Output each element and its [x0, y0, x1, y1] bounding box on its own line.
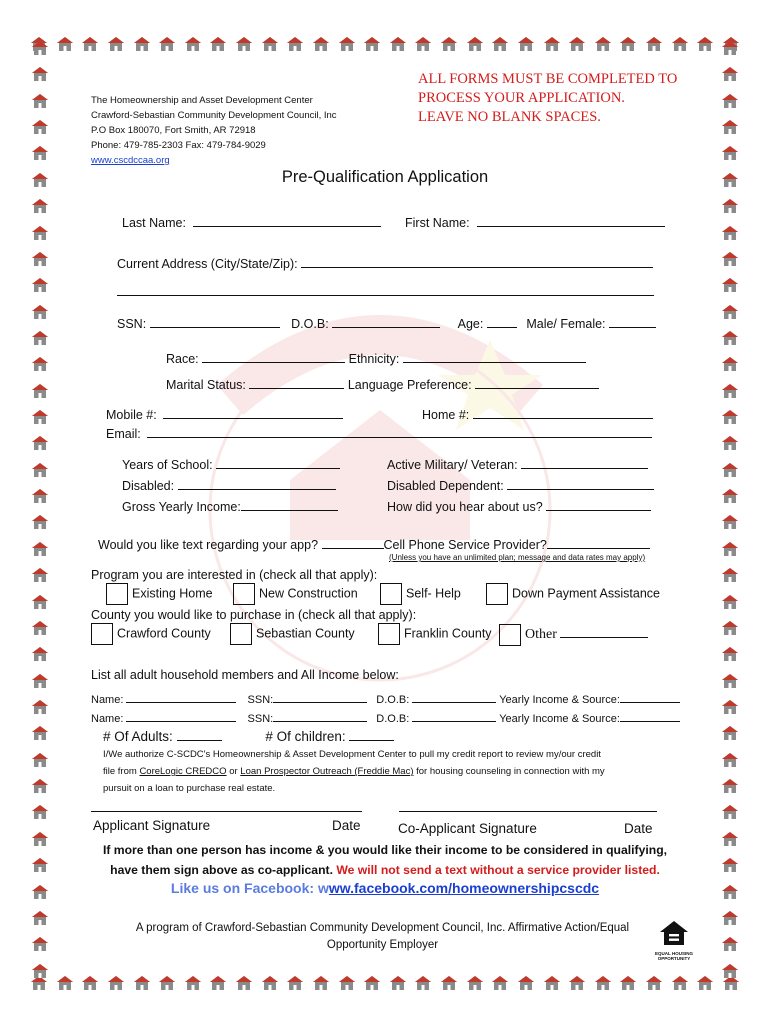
- house-border-icon: [721, 198, 739, 219]
- member2-income-label: Yearly Income & Source:: [499, 713, 620, 725]
- address-field-line-2[interactable]: [117, 281, 654, 296]
- org-info: [91, 93, 337, 168]
- co-applicant-note: have them sign above as co-applicant.: [110, 863, 333, 877]
- disabled-field[interactable]: [178, 475, 336, 490]
- house-border-icon: [81, 36, 99, 57]
- facebook-prefix: Like us on Facebook: w: [170, 880, 329, 896]
- house-border-icon: [440, 975, 458, 996]
- email-label: Email:: [106, 427, 141, 441]
- age-label: Age:: [457, 317, 484, 331]
- program-option-new: [233, 583, 358, 605]
- house-border-icon: [414, 36, 432, 57]
- house-border-icon: [31, 383, 49, 404]
- house-border-icon: [645, 975, 663, 996]
- house-border-icon: [31, 277, 49, 298]
- top-border: [30, 36, 740, 56]
- house-border-icon: [286, 975, 304, 996]
- sebastian-checkbox[interactable]: [230, 623, 252, 645]
- house-border-icon: [31, 304, 49, 325]
- county-option-other: [499, 623, 648, 646]
- house-border-icon: [31, 910, 49, 931]
- house-border-icon: [517, 36, 535, 57]
- footer-line-1: A program of Crawford-Sebastian Community Development Council, Inc. Affirmative Action/Equal: [135, 922, 630, 934]
- household-label-text: List all adult household members and All Income below:: [91, 668, 399, 682]
- house-border-icon: [721, 594, 739, 615]
- house-border-icon: [721, 910, 739, 931]
- other-checkbox[interactable]: [499, 624, 521, 646]
- house-border-icon: [31, 119, 49, 140]
- house-border-icon: [81, 975, 99, 996]
- ssn-row: [117, 313, 656, 331]
- house-border-icon: [389, 36, 407, 57]
- house-border-icon: [31, 93, 49, 114]
- house-border-icon: [31, 541, 49, 562]
- last-name-row: [122, 212, 381, 230]
- house-border-icon: [31, 567, 49, 588]
- marital-status-field[interactable]: [249, 374, 344, 389]
- left-extra-fields: [122, 454, 340, 517]
- notice-line-1: ALL FORMS MUST BE COMPLETED TO: [418, 71, 678, 87]
- house-border-icon: [261, 36, 279, 57]
- eho-line-1: EQUAL HOUSING: [655, 951, 693, 956]
- member1-ssn-field[interactable]: [273, 688, 367, 703]
- provider-warning: We will not send a text without a service provider listed.: [336, 863, 660, 877]
- house-border-icon: [517, 975, 535, 996]
- house-border-icon: [158, 975, 176, 996]
- house-border-icon: [491, 975, 509, 996]
- household-label: [91, 668, 399, 682]
- notice: [418, 70, 677, 127]
- house-border-icon: [363, 975, 381, 996]
- house-border-icon: [721, 330, 739, 351]
- house-border-icon: [31, 330, 49, 351]
- house-border-icon: [721, 462, 739, 483]
- org-phone: Phone: 479-785-2303 Fax: 479-784-9029: [91, 140, 266, 151]
- first-name-row: [405, 212, 665, 230]
- member1-dob-label: D.O.B:: [376, 694, 410, 706]
- house-border-icon: [235, 975, 253, 996]
- house-border-icon: [31, 66, 49, 87]
- house-border-icon: [721, 356, 739, 377]
- house-border-icon: [721, 383, 739, 404]
- applicant-date-label: Date: [332, 818, 361, 833]
- member2-ssn-label: SSN:: [247, 713, 274, 725]
- cell-provider-label: Cell Phone Service Provider?: [383, 538, 547, 552]
- member2-name-field[interactable]: [126, 707, 236, 722]
- house-border-icon: [31, 462, 49, 483]
- house-border-icon: [696, 36, 714, 57]
- house-border-icon: [645, 36, 663, 57]
- first-name-label: First Name:: [405, 216, 470, 230]
- eho-line-2: OPPORTUNITY: [657, 956, 691, 961]
- marital-row: [166, 374, 599, 392]
- first-name-field[interactable]: [477, 212, 665, 227]
- member1-name-field[interactable]: [126, 688, 236, 703]
- home-row: [422, 404, 653, 422]
- disabled-dependent-label: Disabled Dependent:: [387, 479, 504, 493]
- house-border-icon: [56, 36, 74, 57]
- new-construction-checkbox[interactable]: [233, 583, 255, 605]
- house-border-icon: [721, 66, 739, 87]
- household-row-1: [91, 688, 680, 706]
- house-border-icon: [31, 356, 49, 377]
- income-note-line-1: If more than one person has income & you would like their income to be considered in qualifying,: [102, 843, 668, 857]
- disabled-label: Disabled:: [122, 479, 175, 493]
- county-label: County you would like to purchase in (check all that apply):: [91, 608, 417, 622]
- house-border-icon: [31, 620, 49, 641]
- email-field[interactable]: [147, 423, 652, 438]
- franklin-checkbox[interactable]: [378, 623, 400, 645]
- house-border-icon: [286, 36, 304, 57]
- income-note: [0, 840, 770, 880]
- down-payment-label: Down Payment Assistance: [512, 586, 660, 601]
- member1-ssn-label: SSN:: [247, 694, 274, 706]
- house-border-icon: [721, 409, 739, 430]
- house-border-icon: [31, 409, 49, 430]
- gross-income-field[interactable]: [241, 496, 338, 511]
- house-border-icon: [491, 36, 509, 57]
- how-hear-label: How did you hear about us?: [387, 500, 543, 514]
- existing-home-label: Existing Home: [132, 586, 213, 601]
- military-label: Active Military/ Veteran:: [387, 458, 518, 472]
- years-school-field[interactable]: [216, 454, 340, 469]
- house-border-icon: [721, 699, 739, 720]
- counts-row: [103, 726, 394, 744]
- house-border-icon: [261, 975, 279, 996]
- house-border-icon: [721, 145, 739, 166]
- house-border-icon: [414, 975, 432, 996]
- member2-dob-field[interactable]: [412, 707, 496, 722]
- authorization-line-3: pursuit on a loan to purchase real estate.: [103, 783, 276, 794]
- house-border-icon: [594, 36, 612, 57]
- how-hear-field[interactable]: [546, 496, 651, 511]
- house-border-icon: [31, 699, 49, 720]
- military-field[interactable]: [521, 454, 648, 469]
- authorization-line-2: [103, 763, 605, 780]
- adults-label: # Of Adults:: [103, 729, 173, 744]
- last-name-label: Last Name:: [122, 216, 186, 230]
- house-border-icon: [594, 975, 612, 996]
- house-border-icon: [133, 36, 151, 57]
- house-border-icon: [312, 36, 330, 57]
- member2-ssn-field[interactable]: [273, 707, 367, 722]
- email-row: [106, 423, 652, 441]
- house-border-icon: [721, 620, 739, 641]
- marital-status-label: Marital Status:: [166, 378, 246, 392]
- home-field[interactable]: [473, 404, 653, 419]
- org-website-link[interactable]: www.cscdccaa.org: [91, 155, 170, 166]
- franklin-label: Franklin County: [404, 626, 492, 641]
- ssn-field[interactable]: [150, 313, 280, 328]
- member2-name-label: Name:: [91, 713, 124, 725]
- house-border-icon: [440, 36, 458, 57]
- house-border-icon: [466, 975, 484, 996]
- other-field[interactable]: [560, 623, 648, 638]
- house-border-icon: [312, 975, 330, 996]
- house-border-icon: [235, 36, 253, 57]
- page-title: Pre-Qualification Application: [281, 168, 489, 186]
- house-border-icon: [158, 36, 176, 57]
- house-border-icon: [209, 36, 227, 57]
- house-border-icon: [107, 36, 125, 57]
- notice-line-2: PROCESS YOUR APPLICATION.: [418, 90, 625, 106]
- house-border-icon: [31, 145, 49, 166]
- house-border-icon: [721, 40, 739, 61]
- org-name: The Homeownership and Asset Development Center: [91, 95, 313, 106]
- text-app-row: [98, 534, 650, 552]
- facebook-line: [0, 880, 770, 896]
- house-border-icon: [31, 198, 49, 219]
- house-border-icon: [619, 36, 637, 57]
- co-applicant-date-label: Date: [624, 821, 653, 836]
- address-label: Current Address (City/State/Zip):: [117, 257, 298, 271]
- dob-label: D.O.B:: [291, 317, 329, 331]
- other-label: Other: [525, 627, 557, 642]
- mobile-field[interactable]: [163, 404, 343, 419]
- ethnicity-label: Ethnicity:: [348, 352, 400, 366]
- last-name-field[interactable]: [193, 212, 381, 227]
- authorization-connection: for housing counseling in connection with my: [413, 766, 605, 777]
- unlimited-note: (Unless you have an unlimited plan; message and data rates may apply): [389, 553, 646, 562]
- house-border-icon: [721, 541, 739, 562]
- text-app-field[interactable]: [322, 534, 384, 549]
- house-border-icon: [338, 36, 356, 57]
- house-border-icon: [209, 975, 227, 996]
- house-border-icon: [184, 975, 202, 996]
- household-row-2: [91, 707, 680, 725]
- children-field[interactable]: [349, 726, 394, 741]
- house-border-icon: [31, 40, 49, 61]
- program-option-existing: [106, 583, 213, 605]
- bottom-border: [30, 975, 740, 995]
- program-option-dpa: [486, 583, 660, 605]
- house-border-icon: [184, 36, 202, 57]
- house-border-icon: [619, 975, 637, 996]
- house-border-icon: [466, 36, 484, 57]
- house-border-icon: [31, 251, 49, 272]
- self-help-label: Self- Help: [406, 586, 461, 601]
- authorization-line-1: I/We authorize C-SCDC's Homeownership & Asset Development Center to pull my credit report to review my/our credit: [103, 749, 601, 760]
- language-label: Language Preference:: [347, 378, 472, 392]
- member1-income-label: Yearly Income & Source:: [499, 694, 620, 706]
- footer-text: [110, 920, 655, 954]
- freddie-mac-link[interactable]: Loan Prospector Outreach (Freddie Mac): [240, 766, 414, 777]
- member1-income-field[interactable]: [620, 688, 680, 703]
- house-border-icon: [696, 975, 714, 996]
- right-extra-fields: [387, 454, 654, 517]
- gender-field[interactable]: [609, 313, 656, 328]
- co-applicant-signature-line[interactable]: [399, 797, 657, 812]
- house-border-icon: [721, 725, 739, 746]
- house-border-icon: [721, 304, 739, 325]
- disabled-dependent-field[interactable]: [507, 475, 654, 490]
- existing-home-checkbox[interactable]: [106, 583, 128, 605]
- house-border-icon: [721, 514, 739, 535]
- house-border-icon: [31, 225, 49, 246]
- member2-income-field[interactable]: [620, 707, 680, 722]
- house-border-icon: [721, 752, 739, 773]
- county-option-crawford: [91, 623, 211, 645]
- equal-housing-logo: [652, 920, 696, 961]
- house-border-icon: [721, 804, 739, 825]
- house-border-icon: [721, 225, 739, 246]
- house-border-icon: [133, 975, 151, 996]
- program-label: Program you are interested in (check all that apply):: [91, 568, 378, 582]
- house-border-icon: [31, 725, 49, 746]
- house-border-icon: [363, 36, 381, 57]
- crawford-checkbox[interactable]: [91, 623, 113, 645]
- address-field[interactable]: [301, 253, 653, 268]
- ethnicity-field[interactable]: [403, 348, 586, 363]
- text-app-label: Would you like text regarding your app?: [98, 538, 319, 552]
- house-border-icon: [721, 435, 739, 456]
- house-border-icon: [721, 567, 739, 588]
- income-note-line-2: [0, 860, 770, 880]
- house-border-icon: [31, 514, 49, 535]
- house-border-icon: [338, 975, 356, 996]
- house-border-icon: [721, 646, 739, 667]
- house-border-icon: [31, 778, 49, 799]
- county-option-franklin: [378, 623, 492, 645]
- member2-dob-label: D.O.B:: [376, 713, 410, 725]
- applicant-signature-line[interactable]: [91, 797, 362, 812]
- address-row: [117, 253, 653, 271]
- age-field[interactable]: [487, 313, 517, 328]
- house-border-icon: [31, 646, 49, 667]
- footer-line-2: Opportunity Employer: [326, 939, 439, 951]
- house-border-icon: [721, 778, 739, 799]
- org-address: P.O Box 180070, Fort Smith, AR 72918: [91, 125, 256, 136]
- house-border-icon: [543, 36, 561, 57]
- program-option-self-help: [380, 583, 461, 605]
- facebook-link[interactable]: ww.facebook.com/homeownershipcscdc: [328, 880, 600, 896]
- authorization-or: or: [226, 766, 241, 777]
- county-option-sebastian: [230, 623, 355, 645]
- house-border-icon: [31, 435, 49, 456]
- house-border-icon: [721, 93, 739, 114]
- member1-dob-field[interactable]: [412, 688, 496, 703]
- mobile-label: Mobile #:: [106, 408, 157, 422]
- house-border-icon: [568, 36, 586, 57]
- race-field[interactable]: [202, 348, 345, 363]
- house-border-icon: [721, 963, 739, 984]
- house-border-icon: [31, 673, 49, 694]
- house-border-icon: [31, 594, 49, 615]
- gender-label: Male/ Female:: [526, 317, 606, 331]
- dob-field[interactable]: [332, 313, 440, 328]
- house-border-icon: [721, 673, 739, 694]
- org-council: Crawford-Sebastian Community Development Council, Inc: [91, 110, 337, 121]
- house-border-icon: [721, 277, 739, 298]
- house-border-icon: [543, 975, 561, 996]
- down-payment-checkbox[interactable]: [486, 583, 508, 605]
- crawford-label: Crawford County: [117, 626, 211, 641]
- authorization-text: [103, 746, 605, 797]
- notice-line-3: LEAVE NO BLANK SPACES.: [418, 109, 601, 125]
- house-border-icon: [721, 119, 739, 140]
- house-border-icon: [671, 975, 689, 996]
- race-label: Race:: [166, 352, 199, 366]
- equal-housing-icon: [659, 920, 689, 946]
- mobile-row: [106, 404, 343, 422]
- self-help-checkbox[interactable]: [380, 583, 402, 605]
- member1-name-label: Name:: [91, 694, 124, 706]
- house-border-icon: [107, 975, 125, 996]
- house-border-icon: [31, 752, 49, 773]
- children-label: # Of children:: [265, 729, 346, 744]
- corelogic-link[interactable]: CoreLogic CREDCO: [139, 766, 227, 777]
- years-school-label: Years of School:: [122, 458, 213, 472]
- new-construction-label: New Construction: [259, 586, 358, 601]
- house-border-icon: [31, 804, 49, 825]
- sebastian-label: Sebastian County: [256, 626, 355, 641]
- applicant-signature-label: Applicant Signature: [93, 818, 211, 833]
- language-field[interactable]: [475, 374, 599, 389]
- house-border-icon: [721, 251, 739, 272]
- house-border-icon: [721, 488, 739, 509]
- house-border-icon: [568, 975, 586, 996]
- cell-provider-field[interactable]: [547, 534, 650, 549]
- house-border-icon: [671, 36, 689, 57]
- adults-field[interactable]: [177, 726, 222, 741]
- house-border-icon: [389, 975, 407, 996]
- house-border-icon: [31, 963, 49, 984]
- ssn-label: SSN:: [117, 317, 147, 331]
- race-row: [166, 348, 586, 366]
- home-label: Home #:: [422, 408, 470, 422]
- co-applicant-signature-label: Co-Applicant Signature: [398, 821, 537, 836]
- authorization-file-from: file from: [103, 766, 140, 777]
- house-border-icon: [721, 936, 739, 957]
- house-border-icon: [31, 488, 49, 509]
- house-border-icon: [56, 975, 74, 996]
- house-border-icon: [31, 936, 49, 957]
- gross-income-label: Gross Yearly Income:: [122, 500, 241, 514]
